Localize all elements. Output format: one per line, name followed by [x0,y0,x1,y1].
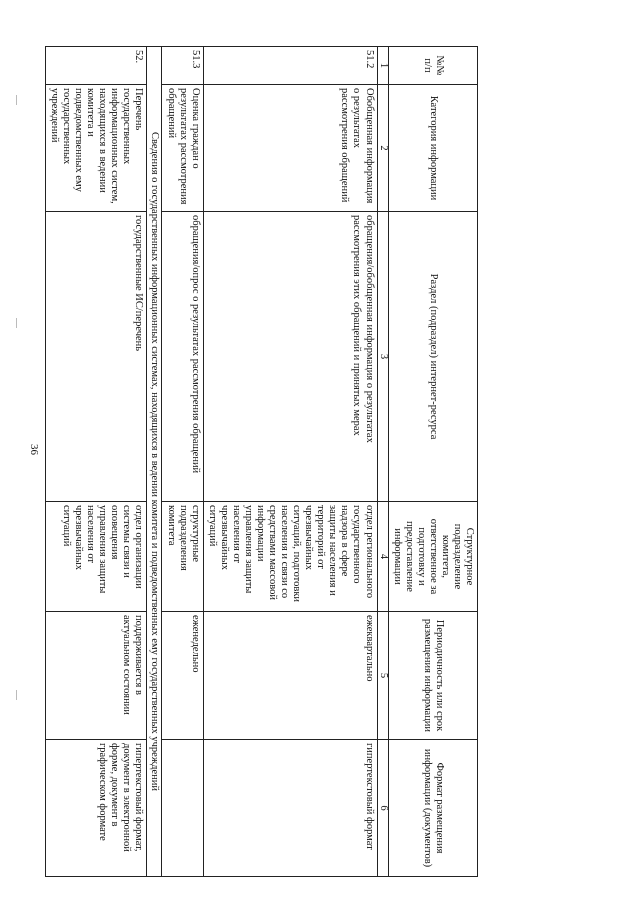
column-number: 3 [377,212,388,502]
column-number: 5 [377,612,388,740]
header-unit: Структурное подразделение комитета, ответственное за подготовку и предоставление информации [388,502,477,612]
row-section: обращения/обобщенная информация о результатах рассмотрения этих обращений и принятых мерах [203,212,377,502]
information-table [45,46,478,877]
scan-mark [16,95,17,105]
scan-mark [16,318,17,328]
row-period: поддерживается в актуальном состоянии [45,612,147,740]
row-number: 51.3 [162,47,203,85]
row-unit: структурные подразделения комитета [162,502,203,612]
table-row [45,47,147,877]
row-format [162,740,203,877]
header-number: №№ п/п [388,47,477,85]
header-category: Категория информации [388,85,477,212]
section-title: Сведения о государственных информационных системах, находящихся в ведении комитета и подведомственных ему государственных учреждений [147,47,162,877]
row-format: гипертекстовый формат [203,740,377,877]
column-number: 1 [377,47,388,85]
row-number: 52. [45,47,147,85]
header-section: Раздел (подраздел) интернет-ресурса [388,212,477,502]
header-format: Формат размещения информации (документов) [388,740,477,877]
column-number: 2 [377,85,388,212]
header-period: Периодичность или срок размещения информации [388,612,477,740]
table-row [203,47,377,877]
column-number: 4 [377,502,388,612]
rotated-page-area [49,46,478,876]
row-category: Обобщенная информация о результатах рассмотрения обращений [203,85,377,212]
row-category: Оценка граждан о результатах рассмотрения обращений [162,85,203,212]
column-number: 6 [377,740,388,877]
row-section: обращения/опрос о результатах рассмотрения обращений [162,212,203,502]
column-numbers-row [377,47,388,877]
row-period: еженедельно [162,612,203,740]
row-unit: отдел регионального государственного надзора в сфере защиты населения и территорий от чрезвычайных ситуаций, подготовки населения и связи со средствами массовой информации управления защиты населения от чрезвычайных ситуаций [203,502,377,612]
row-number: 51.2 [203,47,377,85]
rotated-table-container [49,46,478,876]
table-row [162,47,203,877]
row-category: Перечень государственных информационных систем, находящихся в ведении комитета и подведомственных ему государственных учреждений [45,85,147,212]
row-section: государственные ИС/перечень [45,212,147,502]
row-format: гипертекстовый формат, документ в электронной форме, документ в графическом формате [45,740,147,877]
scan-mark [16,690,17,700]
row-period: ежеквартально [203,612,377,740]
page-number: 36 [28,444,40,455]
section-row [147,47,162,877]
table-header-row [388,47,477,877]
row-unit: отдел организации системы связи и оповещения управления защиты населения от чрезвычайных ситуаций [45,502,147,612]
